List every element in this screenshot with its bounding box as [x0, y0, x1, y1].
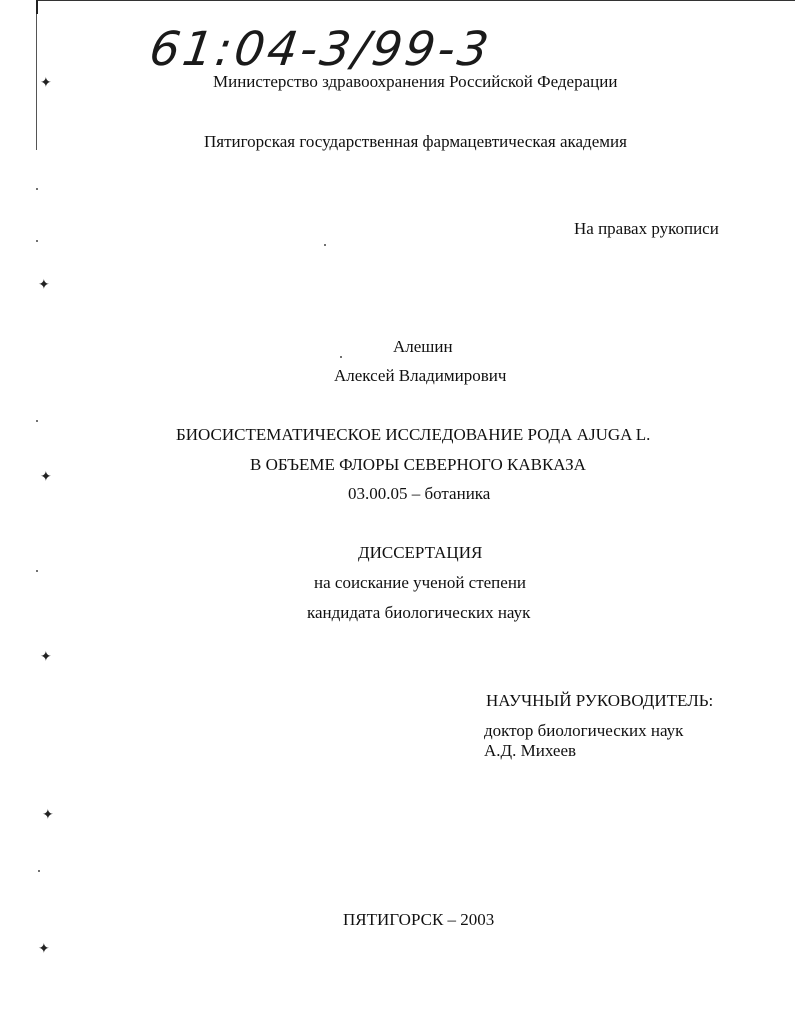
title-line-2: В ОБЪЕМЕ ФЛОРЫ СЕВЕРНОГО КАВКАЗА	[250, 455, 586, 474]
binding-hole-mark: ✦	[38, 941, 50, 957]
author-surname: Алешин	[393, 337, 453, 356]
supervisor-degree: доктор биологических наук	[484, 721, 684, 740]
degree-purpose-line: на соискание ученой степени	[314, 573, 527, 592]
handwritten-archive-code: 61:04-3/99-3	[146, 22, 495, 77]
scan-speck	[324, 244, 326, 246]
scan-border-top	[38, 0, 795, 1]
scan-speck	[36, 240, 38, 242]
binding-hole-mark: ✦	[40, 75, 52, 91]
supervisor-heading: НАУЧНЫЙ РУКОВОДИТЕЛЬ:	[486, 691, 714, 710]
academy-line: Пятигорская государственная фармацевтическая академия	[204, 132, 627, 151]
manuscript-rights: На правах рукописи	[574, 219, 719, 238]
scan-speck	[340, 356, 342, 358]
degree-name-line: кандидата биологических наук	[307, 603, 531, 622]
scan-speck	[36, 188, 38, 190]
binding-hole-mark: ✦	[40, 469, 52, 485]
scan-speck	[38, 870, 40, 872]
ministry-line: Министерство здравоохранения Российской Федерации	[213, 72, 618, 91]
scan-border-left	[36, 0, 37, 150]
specialty-code: 03.00.05 – ботаника	[348, 484, 491, 503]
binding-hole-mark: ✦	[40, 649, 52, 665]
supervisor-name: А.Д. Михеев	[484, 741, 577, 760]
binding-hole-mark: ✦	[38, 277, 50, 293]
author-name: Алексей Владимирович	[334, 366, 507, 385]
scan-corner-mark	[36, 0, 44, 14]
scan-speck	[36, 420, 38, 422]
binding-hole-mark: ✦	[42, 807, 54, 823]
dissertation-heading: ДИССЕРТАЦИЯ	[358, 543, 483, 562]
scan-speck	[36, 570, 38, 572]
title-line-1: БИОСИСТЕМАТИЧЕСКОЕ ИССЛЕДОВАНИЕ РОДА AJUGA L.	[176, 425, 651, 444]
city-year: ПЯТИГОРСК – 2003	[343, 910, 495, 929]
